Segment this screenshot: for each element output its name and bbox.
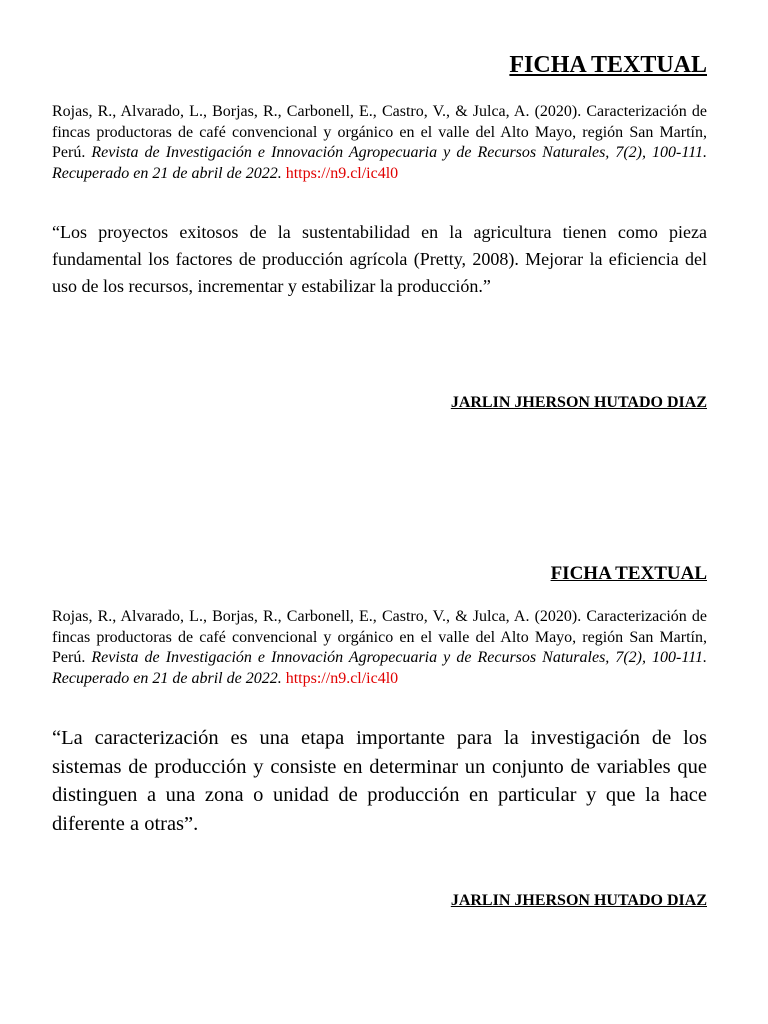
quote-text: “La caracterización es una etapa importante para la investigación de los sistemas de producción y consiste en determinar un conjunto de variables que distinguen a una zona o unidad de producción en particular y que la hace diferente a otras”.	[52, 727, 707, 835]
text-card-1	[52, 50, 707, 413]
bibliographic-reference	[52, 102, 707, 184]
reference-url[interactable]: https://n9.cl/ic4l0	[285, 669, 399, 687]
author-name: JARLIN JHERSON HUTADO DIAZ	[450, 892, 707, 909]
reference-authors-title: Rojas, R., Alvarado, L., Borjas, R., Carbonell, E., Castro, V., & Julca, A. (2020). Caracterización de fincas productoras de café convencional y orgánico en el valle del Alto Mayo, región San Martín, Perú.	[52, 608, 707, 666]
reference-authors-title: Rojas, R., Alvarado, L., Borjas, R., Carbonell, E., Castro, V., & Julca, A. (2020). Caracterización de fincas productoras de café convencional y orgánico en el valle del Alto Mayo, región San Martín, Perú.	[52, 103, 707, 161]
text-card-2	[52, 561, 707, 911]
card-title: FICHA TEXTUAL	[509, 52, 707, 78]
reference-journal: Revista de Investigación e Innovación Agropecuaria y de Recursos Naturales, 7(2), 100-111. Recuperado en 21 de abril de 2022.	[52, 649, 708, 687]
reference-journal: Revista de Investigación e Innovación Agropecuaria y de Recursos Naturales, 7(2), 100-111. Recuperado en 21 de abril de 2022.	[52, 144, 708, 182]
quote-text: “Los proyectos exitosos de la sustentabilidad en la agricultura tienen como pieza fundamental los factores de producción agrícola (Pretty, 2008). Mejorar la eficiencia del uso de los recursos, incrementar y estabilizar la producción.”	[52, 222, 707, 296]
reference-url[interactable]: https://n9.cl/ic4l0	[285, 164, 399, 182]
bibliographic-reference	[52, 607, 707, 689]
author-name: JARLIN JHERSON HUTADO DIAZ	[450, 394, 707, 411]
card-title: FICHA TEXTUAL	[550, 563, 707, 584]
